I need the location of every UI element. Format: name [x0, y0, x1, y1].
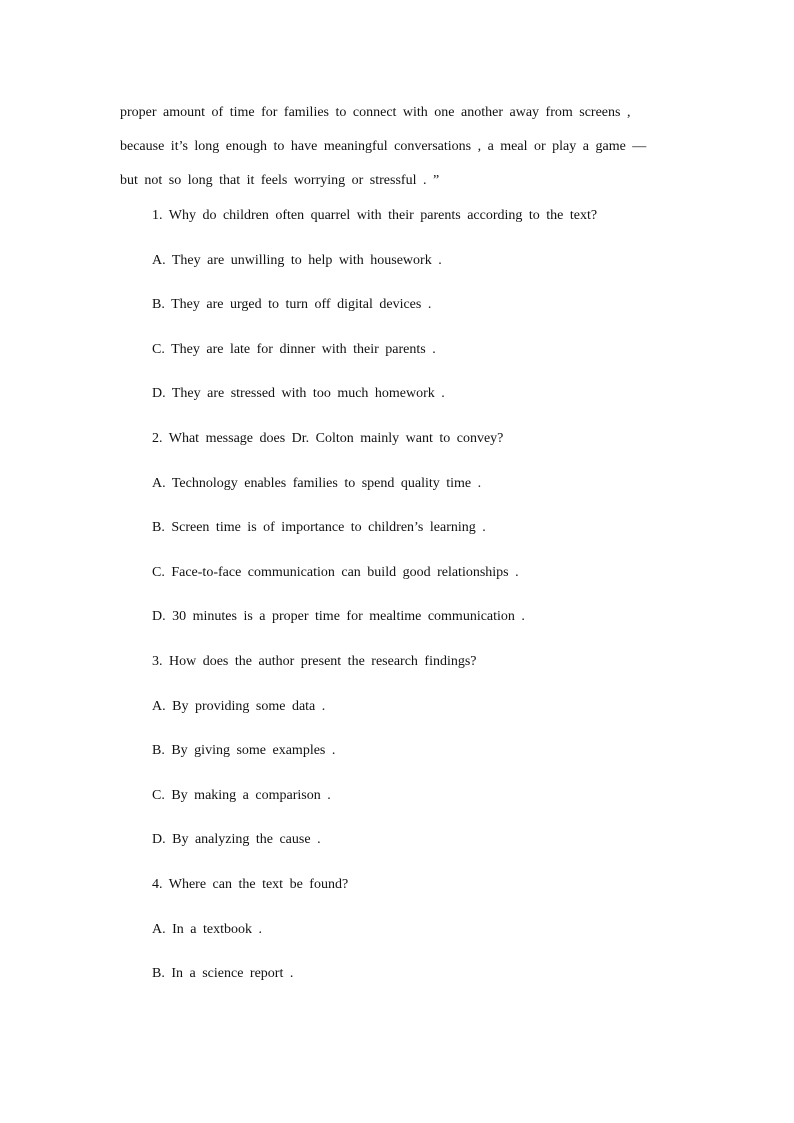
question-stem-1: 1. Why do children often quarrel with their parents according to the text?	[152, 208, 598, 223]
question-1-option-b: B. They are urged to turn off digital devices .	[152, 297, 432, 313]
passage-line: proper amount of time for families to connect with one another away from screens ,	[120, 105, 631, 120]
question-3-option-c: C. By making a comparison .	[152, 787, 331, 803]
question-3-option-a: A. By providing some data .	[152, 698, 326, 714]
question-stem-4: 4. Where can the text be found?	[152, 876, 349, 892]
question-1-option-a: A. They are unwilling to help with housework .	[152, 252, 442, 268]
question-2-option-d: D. 30 minutes is a proper time for mealtime communication .	[152, 609, 525, 625]
passage-line: because it’s long enough to have meaningful conversations , a meal or play a game —	[120, 139, 647, 154]
question-stem-3: 3. How does the author present the research findings?	[152, 653, 477, 669]
question-3-option-d: D. By analyzing the cause .	[152, 832, 321, 848]
question-4-option-b: B. In a science report .	[152, 966, 294, 982]
question-3-option-b: B. By giving some examples .	[152, 743, 336, 759]
question-list	[152, 205, 712, 1008]
question-2-option-b: B. Screen time is of importance to children’s learning .	[152, 520, 486, 536]
question-4-option-a: A. In a textbook .	[152, 921, 262, 937]
question-1-option-d: D. They are stressed with too much homework .	[152, 386, 445, 402]
question-2-option-c: C. Face-to-face communication can build good relationships .	[152, 564, 519, 580]
passage-text	[120, 96, 680, 198]
question-1-option-c: C. They are late for dinner with their parents .	[152, 341, 436, 357]
question-2-option-a: A. Technology enables families to spend quality time .	[152, 475, 482, 491]
question-stem-2: 2. What message does Dr. Colton mainly want to convey?	[152, 430, 504, 446]
passage-line: but not so long that it feels worrying or stressful . ”	[120, 173, 440, 188]
